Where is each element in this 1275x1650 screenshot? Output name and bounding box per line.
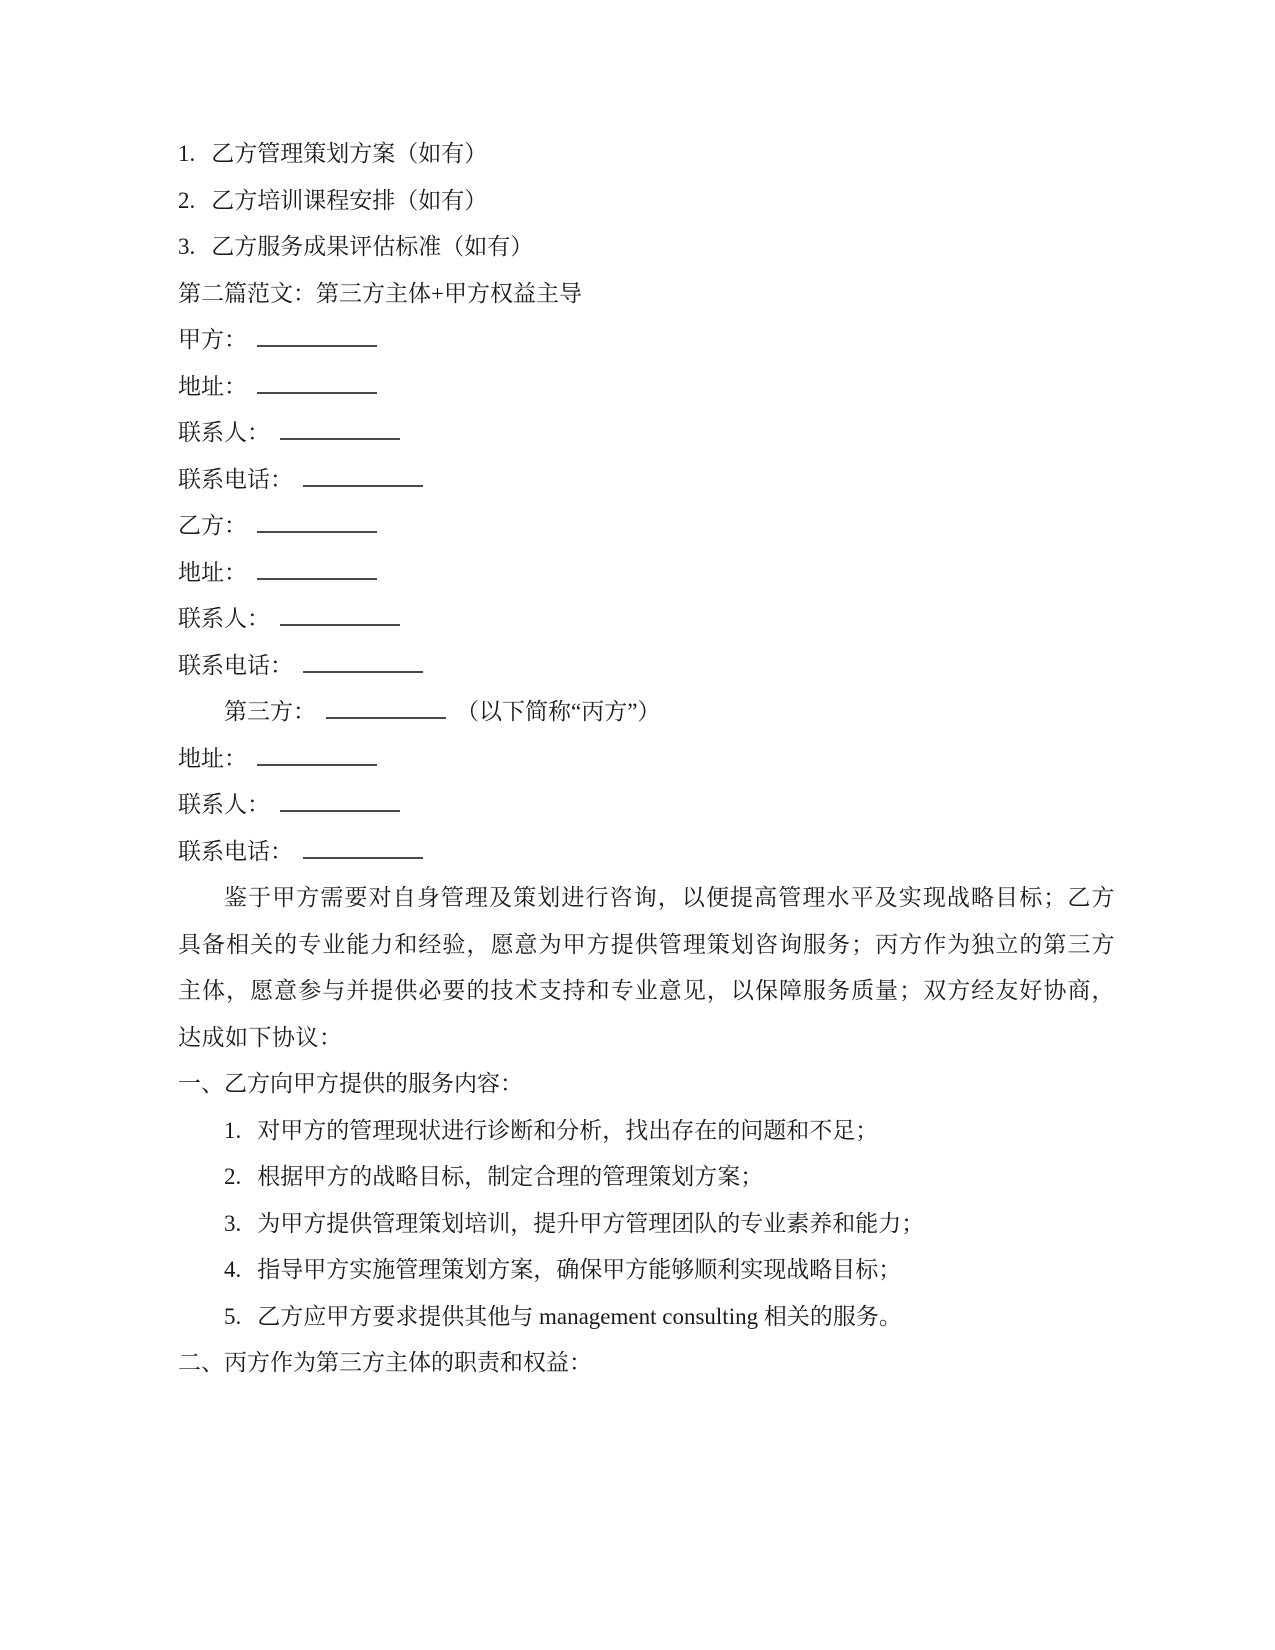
list-number: 2. (178, 187, 196, 213)
list-item (178, 1247, 1115, 1294)
list-text: 乙方应甲方要求提供其他与 management consulting 相关的服务。 (257, 1303, 902, 1329)
field-label: 第三方： (224, 699, 316, 724)
list-number: 4. (224, 1257, 242, 1282)
field-label: 地址： (178, 745, 247, 771)
list-text: 为甲方提供管理策划培训，提升甲方管理团队的专业素养和能力； (257, 1210, 925, 1236)
list-text: 乙方培训课程安排（如有） (211, 187, 488, 213)
blank-underline (257, 324, 377, 347)
blank-underline (257, 743, 377, 766)
blank-underline (257, 557, 377, 580)
field-row (178, 782, 1115, 829)
body-paragraph: 鉴于甲方需要对自身管理及策划进行咨询，以便提高管理水平及实现战略目标；乙方具备相关的专业能力和经验，愿意为甲方提供管理策划咨询服务；丙方作为独立的第三方主体，愿意参与并提供必要的技术支持和专业意见，以保障服务质量；双方经友好协商，达成如下协议： (178, 885, 1115, 1050)
field-row (178, 643, 1115, 690)
list-item (178, 131, 1115, 178)
blank-underline (280, 603, 400, 626)
list-item (178, 1294, 1115, 1341)
section-heading: 一、乙方向甲方提供的服务内容： (178, 1071, 523, 1096)
list-item (178, 178, 1115, 225)
field-row (178, 596, 1115, 643)
blank-underline (257, 371, 377, 394)
list-item (178, 1154, 1115, 1201)
field-label: 联系人： (178, 606, 270, 631)
field-row (178, 550, 1115, 597)
field-row (178, 689, 1115, 736)
list-number: 3. (224, 1210, 242, 1236)
field-suffix: （以下简称“丙方”） (456, 699, 661, 724)
field-label: 地址： (178, 559, 247, 585)
list-item (178, 1201, 1115, 1248)
field-row (178, 736, 1115, 783)
field-row (178, 317, 1115, 364)
blank-underline (280, 417, 400, 440)
list-number: 3. (178, 234, 196, 259)
field-label: 联系人： (178, 420, 270, 445)
field-label: 联系电话： (178, 652, 293, 678)
field-row (178, 503, 1115, 550)
list-number: 1. (178, 141, 196, 166)
list-text: 乙方服务成果评估标准（如有） (211, 234, 534, 259)
list-text: 指导甲方实施管理策划方案，确保甲方能够顺利实现战略目标； (257, 1257, 902, 1282)
field-label: 联系电话： (178, 466, 293, 492)
blank-underline (303, 836, 423, 859)
field-row (178, 364, 1115, 411)
list-item (178, 224, 1115, 271)
list-text: 对甲方的管理现状进行诊断和分析，找出存在的问题和不足； (257, 1117, 879, 1143)
blank-underline (303, 650, 423, 673)
field-label: 联系人： (178, 792, 270, 817)
blank-underline (326, 696, 446, 719)
section-heading: 二、丙方作为第三方主体的职责和权益： (178, 1350, 592, 1375)
list-text: 乙方管理策划方案（如有） (211, 141, 488, 166)
list-number: 5. (224, 1303, 242, 1329)
field-row (178, 829, 1115, 876)
blank-underline (257, 510, 377, 533)
list-text: 根据甲方的战略目标，制定合理的管理策划方案； (257, 1164, 764, 1189)
field-label: 联系电话： (178, 838, 293, 864)
field-row (178, 457, 1115, 504)
section-heading: 第二篇范文：第三方主体+甲方权益主导 (178, 280, 582, 306)
field-label: 乙方： (178, 513, 247, 538)
field-row (178, 410, 1115, 457)
list-item (178, 1108, 1115, 1155)
blank-underline (303, 464, 423, 487)
field-label: 地址： (178, 373, 247, 399)
field-label: 甲方： (178, 327, 247, 352)
list-number: 2. (224, 1164, 242, 1189)
list-number: 1. (224, 1117, 242, 1143)
blank-underline (280, 789, 400, 812)
